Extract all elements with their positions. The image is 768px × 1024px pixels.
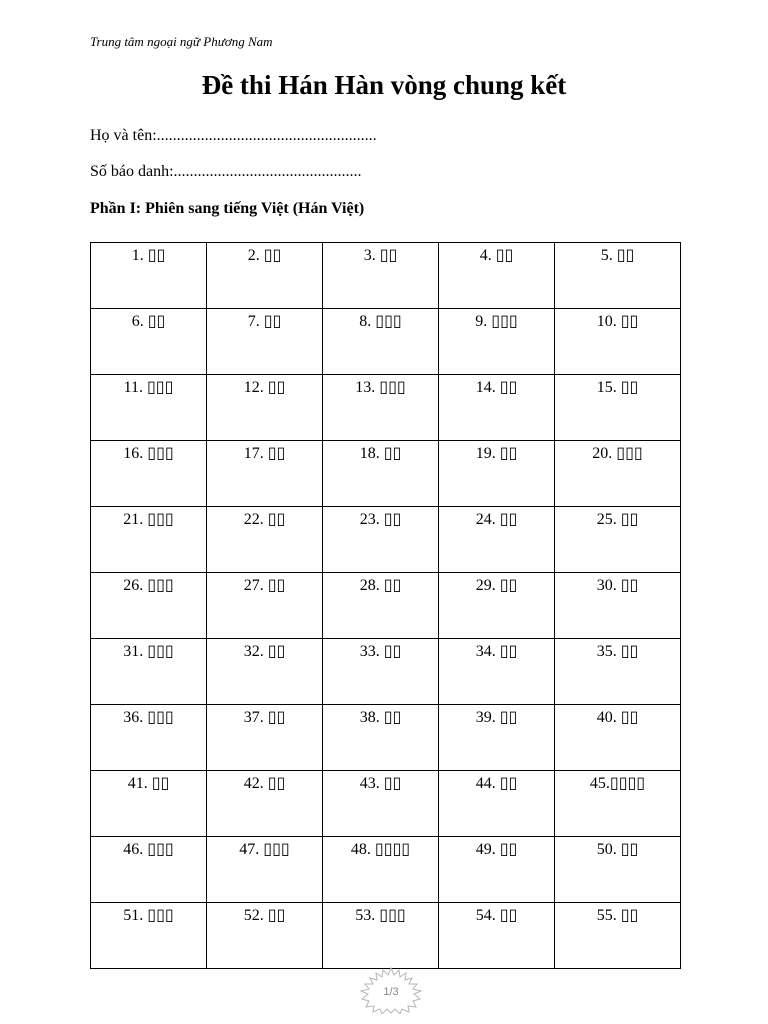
grid-cell: 4. ▯▯ [439, 243, 555, 309]
grid-cell: 13. ▯▯▯ [323, 375, 439, 441]
grid-cell: 9. ▯▯▯ [439, 309, 555, 375]
grid-cell: 53. ▯▯▯ [323, 903, 439, 969]
table-row [91, 705, 681, 771]
grid-cell: 41. ▯▯ [91, 771, 207, 837]
grid-cell: 38. ▯▯ [323, 705, 439, 771]
table-row [91, 573, 681, 639]
grid-cell: 32. ▯▯ [207, 639, 323, 705]
grid-cell: 3. ▯▯ [323, 243, 439, 309]
grid-cell: 23. ▯▯ [323, 507, 439, 573]
page-indicator-badge [358, 966, 424, 1014]
grid-cell: 55. ▯▯ [555, 903, 681, 969]
grid-cell: 11. ▯▯▯ [91, 375, 207, 441]
grid-cell: 20. ▯▯▯ [555, 441, 681, 507]
grid-cell: 47. ▯▯▯ [207, 837, 323, 903]
grid-cell: 7. ▯▯ [207, 309, 323, 375]
grid-cell: 8. ▯▯▯ [323, 309, 439, 375]
table-row [91, 639, 681, 705]
name-field: Họ và tên:....................................................... [90, 127, 377, 144]
grid-cell: 36. ▯▯▯ [91, 705, 207, 771]
grid-cell: 14. ▯▯ [439, 375, 555, 441]
grid-cell: 50. ▯▯ [555, 837, 681, 903]
grid-cell: 29. ▯▯ [439, 573, 555, 639]
grid-cell: 22. ▯▯ [207, 507, 323, 573]
grid-cell: 17. ▯▯ [207, 441, 323, 507]
candidate-number-field: Số báo danh:............................................... [90, 163, 362, 180]
grid-cell: 42. ▯▯ [207, 771, 323, 837]
grid-cell: 19. ▯▯ [439, 441, 555, 507]
grid-cell: 39. ▯▯ [439, 705, 555, 771]
grid-cell: 2. ▯▯ [207, 243, 323, 309]
grid-cell: 21. ▯▯▯ [91, 507, 207, 573]
grid-cell: 1. ▯▯ [91, 243, 207, 309]
grid-cell: 46. ▯▯▯ [91, 837, 207, 903]
grid-cell: 5. ▯▯ [555, 243, 681, 309]
table-row [91, 837, 681, 903]
table-row [91, 243, 681, 309]
grid-cell: 40. ▯▯ [555, 705, 681, 771]
table-row [91, 375, 681, 441]
grid-cell: 44. ▯▯ [439, 771, 555, 837]
table-row [91, 309, 681, 375]
table-row [91, 441, 681, 507]
grid-cell: 28. ▯▯ [323, 573, 439, 639]
page-number: 1/3 [383, 986, 399, 998]
grid-cell: 25. ▯▯ [555, 507, 681, 573]
section-title: Phần I: Phiên sang tiếng Việt (Hán Việt) [90, 200, 365, 217]
table-row [91, 903, 681, 969]
grid-cell: 31. ▯▯▯ [91, 639, 207, 705]
grid-cell: 45.▯▯▯▯ [555, 771, 681, 837]
grid-cell: 24. ▯▯ [439, 507, 555, 573]
grid-cell: 26. ▯▯▯ [91, 573, 207, 639]
grid-cell: 18. ▯▯ [323, 441, 439, 507]
grid-cell: 33. ▯▯ [323, 639, 439, 705]
table-row [91, 507, 681, 573]
grid-cell: 52. ▯▯ [207, 903, 323, 969]
grid-cell: 15. ▯▯ [555, 375, 681, 441]
grid-cell: 48. ▯▯▯▯ [323, 837, 439, 903]
grid-cell: 27. ▯▯ [207, 573, 323, 639]
grid-cell: 51. ▯▯▯ [91, 903, 207, 969]
grid-cell: 30. ▯▯ [555, 573, 681, 639]
grid-cell: 12. ▯▯ [207, 375, 323, 441]
header-note: Trung tâm ngoại ngữ Phương Nam [90, 34, 273, 49]
grid-cell: 6. ▯▯ [91, 309, 207, 375]
table-row [91, 771, 681, 837]
grid-cell: 54. ▯▯ [439, 903, 555, 969]
grid-cell: 43. ▯▯ [323, 771, 439, 837]
page-title: Đề thi Hán Hàn vòng chung kết [201, 70, 567, 100]
grid-cell: 10. ▯▯ [555, 309, 681, 375]
grid-cell: 35. ▯▯ [555, 639, 681, 705]
grid-cell: 49. ▯▯ [439, 837, 555, 903]
grid-cell: 16. ▯▯▯ [91, 441, 207, 507]
question-grid [90, 242, 681, 969]
grid-cell: 34. ▯▯ [439, 639, 555, 705]
grid-cell: 37. ▯▯ [207, 705, 323, 771]
